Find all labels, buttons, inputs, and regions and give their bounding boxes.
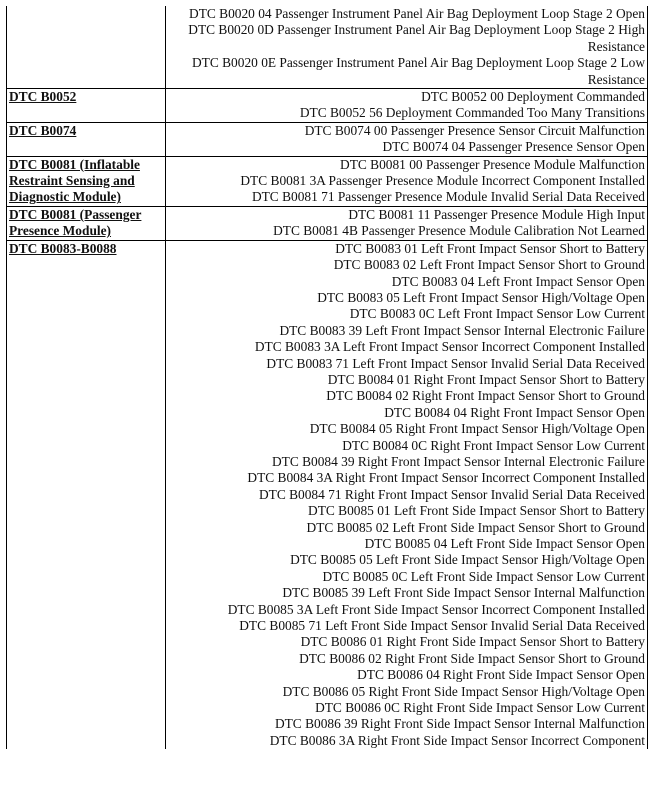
- table-row: [7, 206, 648, 240]
- dtc-group-label: [7, 6, 166, 89]
- dtc-entry: DTC B0074 00 Passenger Presence Sensor Circuit Malfunction: [304, 122, 645, 138]
- dtc-entry: DTC B0084 0C Right Front Impact Sensor Low Current: [342, 437, 645, 453]
- dtc-entries-cell: [166, 240, 648, 749]
- dtc-entry: DTC B0085 04 Left Front Side Impact Sensor Open: [364, 536, 645, 551]
- dtc-entry: DTC B0083 04 Left Front Impact Sensor Open: [391, 273, 645, 289]
- dtc-entry: DTC B0085 02 Left Front Side Impact Sensor Short to Ground: [306, 519, 645, 535]
- dtc-table: [6, 6, 648, 749]
- dtc-entry: DTC B0086 01 Right Front Side Impact Sensor Short to Battery: [300, 634, 645, 650]
- dtc-entry: DTC B0020 04 Passenger Instrument Panel Air Bag Deployment Loop Stage 2 Open: [189, 6, 645, 21]
- dtc-entry: DTC B0081 3A Passenger Presence Module Incorrect Component Installed: [240, 173, 645, 189]
- dtc-entries-cell: [166, 6, 648, 89]
- dtc-entry: DTC B0086 39 Right Front Side Impact Sensor Internal Malfunction: [274, 716, 645, 732]
- dtc-entry: DTC B0085 0C Left Front Side Impact Sensor Low Current: [322, 568, 645, 584]
- dtc-entry: DTC B0052 00 Deployment Commanded: [421, 89, 645, 105]
- dtc-group-label: DTC B0052: [7, 89, 166, 123]
- dtc-entries-cell: [166, 206, 648, 240]
- dtc-group-label: DTC B0081 (Passenger Presence Module): [7, 206, 166, 240]
- table-row: [7, 156, 648, 206]
- table-row: [7, 240, 648, 749]
- dtc-entries-cell: [166, 156, 648, 206]
- table-row: [7, 122, 648, 156]
- dtc-entry: DTC B0081 00 Passenger Presence Module Malfunction: [340, 156, 645, 172]
- dtc-entry: DTC B0084 3A Right Front Impact Sensor Incorrect Component Installed: [247, 470, 645, 486]
- dtc-entry: DTC B0083 02 Left Front Impact Sensor Short to Ground: [333, 257, 645, 273]
- dtc-entry: DTC B0085 05 Left Front Side Impact Sensor High/Voltage Open: [290, 552, 645, 568]
- dtc-entry: DTC B0086 0C Right Front Side Impact Sensor Low Current: [315, 700, 645, 716]
- dtc-entries-cell: [166, 89, 648, 123]
- dtc-entry: DTC B0084 01 Right Front Impact Sensor Short to Battery: [327, 371, 645, 387]
- table-row: [7, 89, 648, 123]
- dtc-entry: DTC B0083 0C Left Front Impact Sensor Low Current: [349, 306, 645, 322]
- dtc-entry: DTC B0086 3A Right Front Side Impact Sensor Incorrect Component: [269, 732, 645, 748]
- dtc-entries-cell: [166, 122, 648, 156]
- dtc-entry: DTC B0086 02 Right Front Side Impact Sensor Short to Ground: [299, 650, 645, 666]
- dtc-entry: DTC B0084 04 Right Front Impact Sensor Open: [384, 404, 645, 420]
- dtc-entry: DTC B0020 0E Passenger Instrument Panel Air Bag Deployment Loop Stage 2 Low Resistance: [192, 55, 645, 87]
- dtc-entry: DTC B0083 01 Left Front Impact Sensor Short to Battery: [335, 240, 645, 256]
- dtc-entry: DTC B0081 11 Passenger Presence Module High Input: [348, 206, 645, 222]
- dtc-entry: DTC B0085 71 Left Front Side Impact Sensor Invalid Serial Data Received: [239, 618, 645, 634]
- dtc-entry: DTC B0020 0D Passenger Instrument Panel Air Bag Deployment Loop Stage 2 High Resistance: [188, 22, 645, 54]
- dtc-entry: DTC B0074 04 Passenger Presence Sensor Open: [382, 139, 645, 155]
- dtc-group-label: DTC B0083-B0088: [7, 240, 166, 749]
- dtc-entry: DTC B0083 05 Left Front Impact Sensor High/Voltage Open: [317, 289, 645, 305]
- dtc-entry: DTC B0081 4B Passenger Presence Module Calibration Not Learned: [273, 223, 645, 239]
- dtc-group-label: DTC B0074: [7, 122, 166, 156]
- dtc-entry: DTC B0086 04 Right Front Side Impact Sensor Open: [357, 667, 645, 683]
- dtc-entry: DTC B0084 39 Right Front Impact Sensor Internal Electronic Failure: [271, 453, 645, 469]
- dtc-entry: DTC B0083 39 Left Front Impact Sensor Internal Electronic Failure: [279, 322, 645, 338]
- dtc-entry: DTC B0084 05 Right Front Impact Sensor High/Voltage Open: [309, 421, 645, 437]
- dtc-entry: DTC B0085 01 Left Front Side Impact Sensor Short to Battery: [308, 503, 645, 519]
- dtc-entry: DTC B0084 71 Right Front Impact Sensor Invalid Serial Data Received: [258, 486, 645, 502]
- dtc-entry: DTC B0081 71 Passenger Presence Module Invalid Serial Data Received: [251, 189, 645, 205]
- dtc-entry: DTC B0083 3A Left Front Impact Sensor Incorrect Component Installed: [254, 339, 645, 355]
- dtc-entry: DTC B0084 02 Right Front Impact Sensor Short to Ground: [326, 388, 645, 404]
- dtc-group-label: DTC B0081 (Inflatable Restraint Sensing and Diagnostic Module): [7, 156, 166, 206]
- table-row: [7, 6, 648, 89]
- dtc-entry: DTC B0085 39 Left Front Side Impact Sensor Internal Malfunction: [282, 585, 645, 601]
- dtc-entry: DTC B0083 71 Left Front Impact Sensor Invalid Serial Data Received: [266, 355, 645, 371]
- dtc-entry: DTC B0052 56 Deployment Commanded Too Many Transitions: [299, 105, 645, 121]
- dtc-entry: DTC B0085 3A Left Front Side Impact Sensor Incorrect Component Installed: [227, 601, 645, 617]
- dtc-entry: DTC B0086 05 Right Front Side Impact Sensor High/Voltage Open: [282, 683, 645, 699]
- dtc-table-body: [7, 6, 648, 749]
